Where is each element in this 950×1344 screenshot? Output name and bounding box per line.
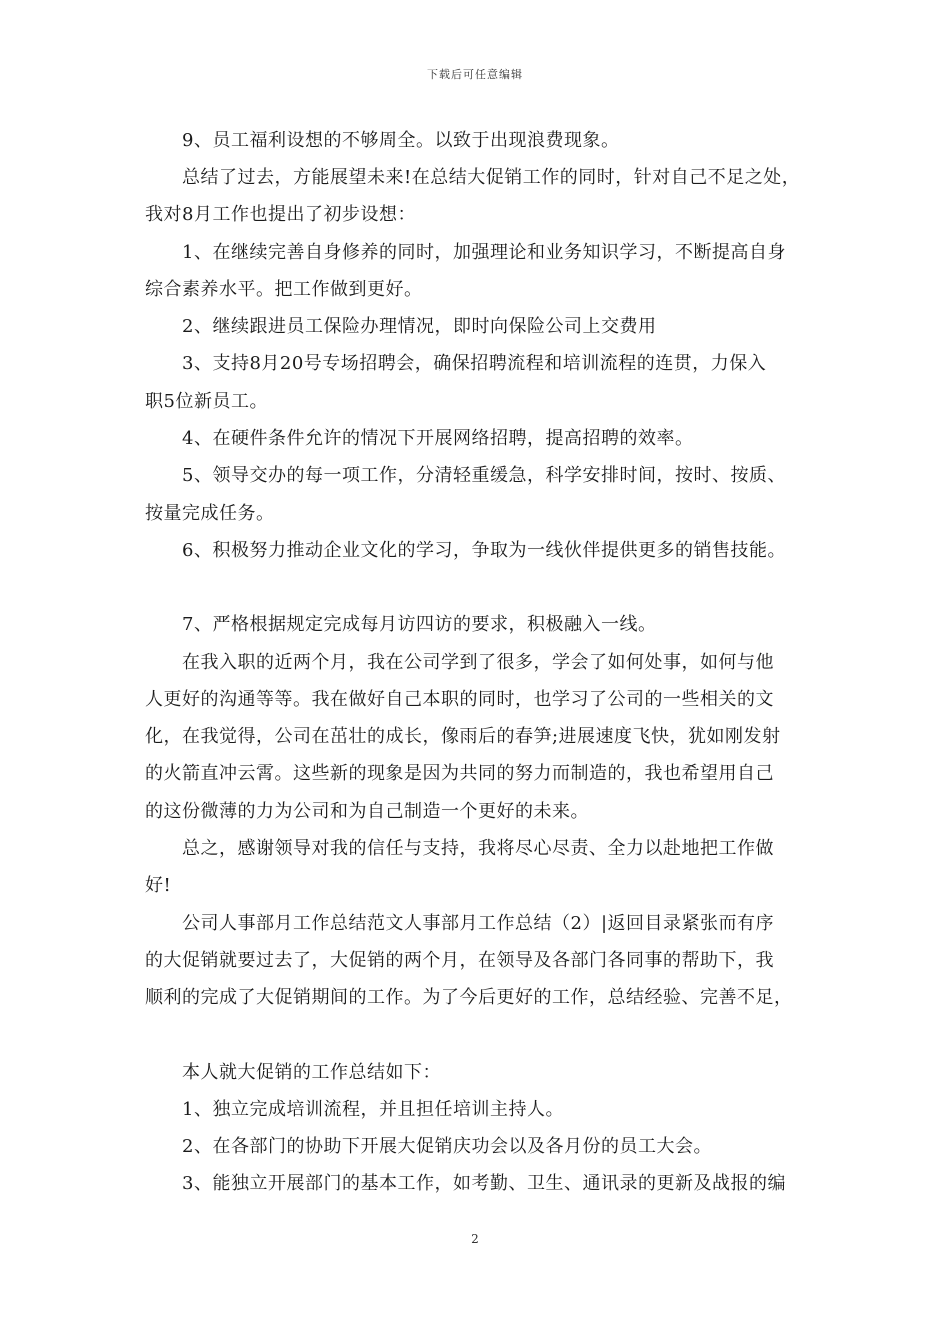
body-line: 4、在硬件条件允许的情况下开展网络招聘，提高招聘的效率。: [182, 428, 694, 449]
body-line: 在我入职的近两个月，我在公司学到了很多，学会了如何处事，如何与他: [182, 652, 774, 673]
body-line: 公司人事部月工作总结范文人事部月工作总结（2）|返回目录紧张而有序: [182, 913, 775, 934]
page-header: 下载后可任意编辑: [427, 68, 523, 81]
body-line: 1、独立完成培训流程，并且担任培训主持人。: [182, 1099, 564, 1120]
body-line: 的这份微薄的力为公司和为自己制造一个更好的未来。: [145, 801, 589, 822]
body-line: 9、员工福利设想的不够周全。以致于出现浪费现象。: [182, 130, 620, 151]
body-line: 6、积极努力推动企业文化的学习，争取为一线伙伴提供更多的销售技能。: [182, 540, 786, 561]
body-line: 3、支持8月20号专场招聘会，确保招聘流程和培训流程的连贯，力保入: [182, 353, 767, 374]
body-line: 总结了过去，方能展望未来!在总结大促销工作的同时，针对自己不足之处，: [182, 167, 801, 188]
body-line: 2、继续跟进员工保险办理情况，即时向保险公司上交费用: [182, 316, 657, 337]
body-line: 综合素养水平。把工作做到更好。: [145, 279, 423, 300]
body-line: 我对8月工作也提出了初步设想：: [145, 204, 416, 225]
body-line: 7、严格根据规定完成每月访四访的要求，积极融入一线。: [182, 614, 657, 635]
body-line: 按量完成任务。: [145, 503, 275, 524]
body-line: 1、在继续完善自身修养的同时，加强理论和业务知识学习，不断提高自身: [182, 242, 786, 263]
body-line: 3、能独立开展部门的基本工作，如考勤、卫生、通讯录的更新及战报的编: [182, 1173, 786, 1194]
body-line: 本人就大促销的工作总结如下：: [182, 1062, 441, 1083]
body-line: 顺利的完成了大促销期间的工作。为了今后更好的工作，总结经验、完善不足，: [145, 987, 793, 1008]
body-line: 2、在各部门的协助下开展大促销庆功会以及各月份的员工大会。: [182, 1136, 712, 1157]
body-line: 的大促销就要过去了，大促销的两个月，在领导及各部门各同事的帮助下，我: [145, 950, 774, 971]
body-line: 人更好的沟通等等。我在做好自己本职的同时，也学习了公司的一些相关的文: [145, 689, 774, 710]
body-line: 5、领导交办的每一项工作，分清轻重缓急，科学安排时间，按时、按质、: [182, 465, 786, 486]
body-line: 总之，感谢领导对我的信任与支持，我将尽心尽责、全力以赴地把工作做: [182, 838, 774, 859]
body-line: 好!: [145, 875, 172, 896]
page-number: 2: [471, 1232, 479, 1246]
body-line: 的火箭直冲云霄。这些新的现象是因为共同的努力而制造的，我也希望用自己: [145, 763, 774, 784]
body-line: 职5位新员工。: [145, 391, 268, 412]
body-line: 化，在我觉得，公司在茁壮的成长，像雨后的春笋;进展速度飞快，犹如刚发射: [145, 726, 781, 747]
